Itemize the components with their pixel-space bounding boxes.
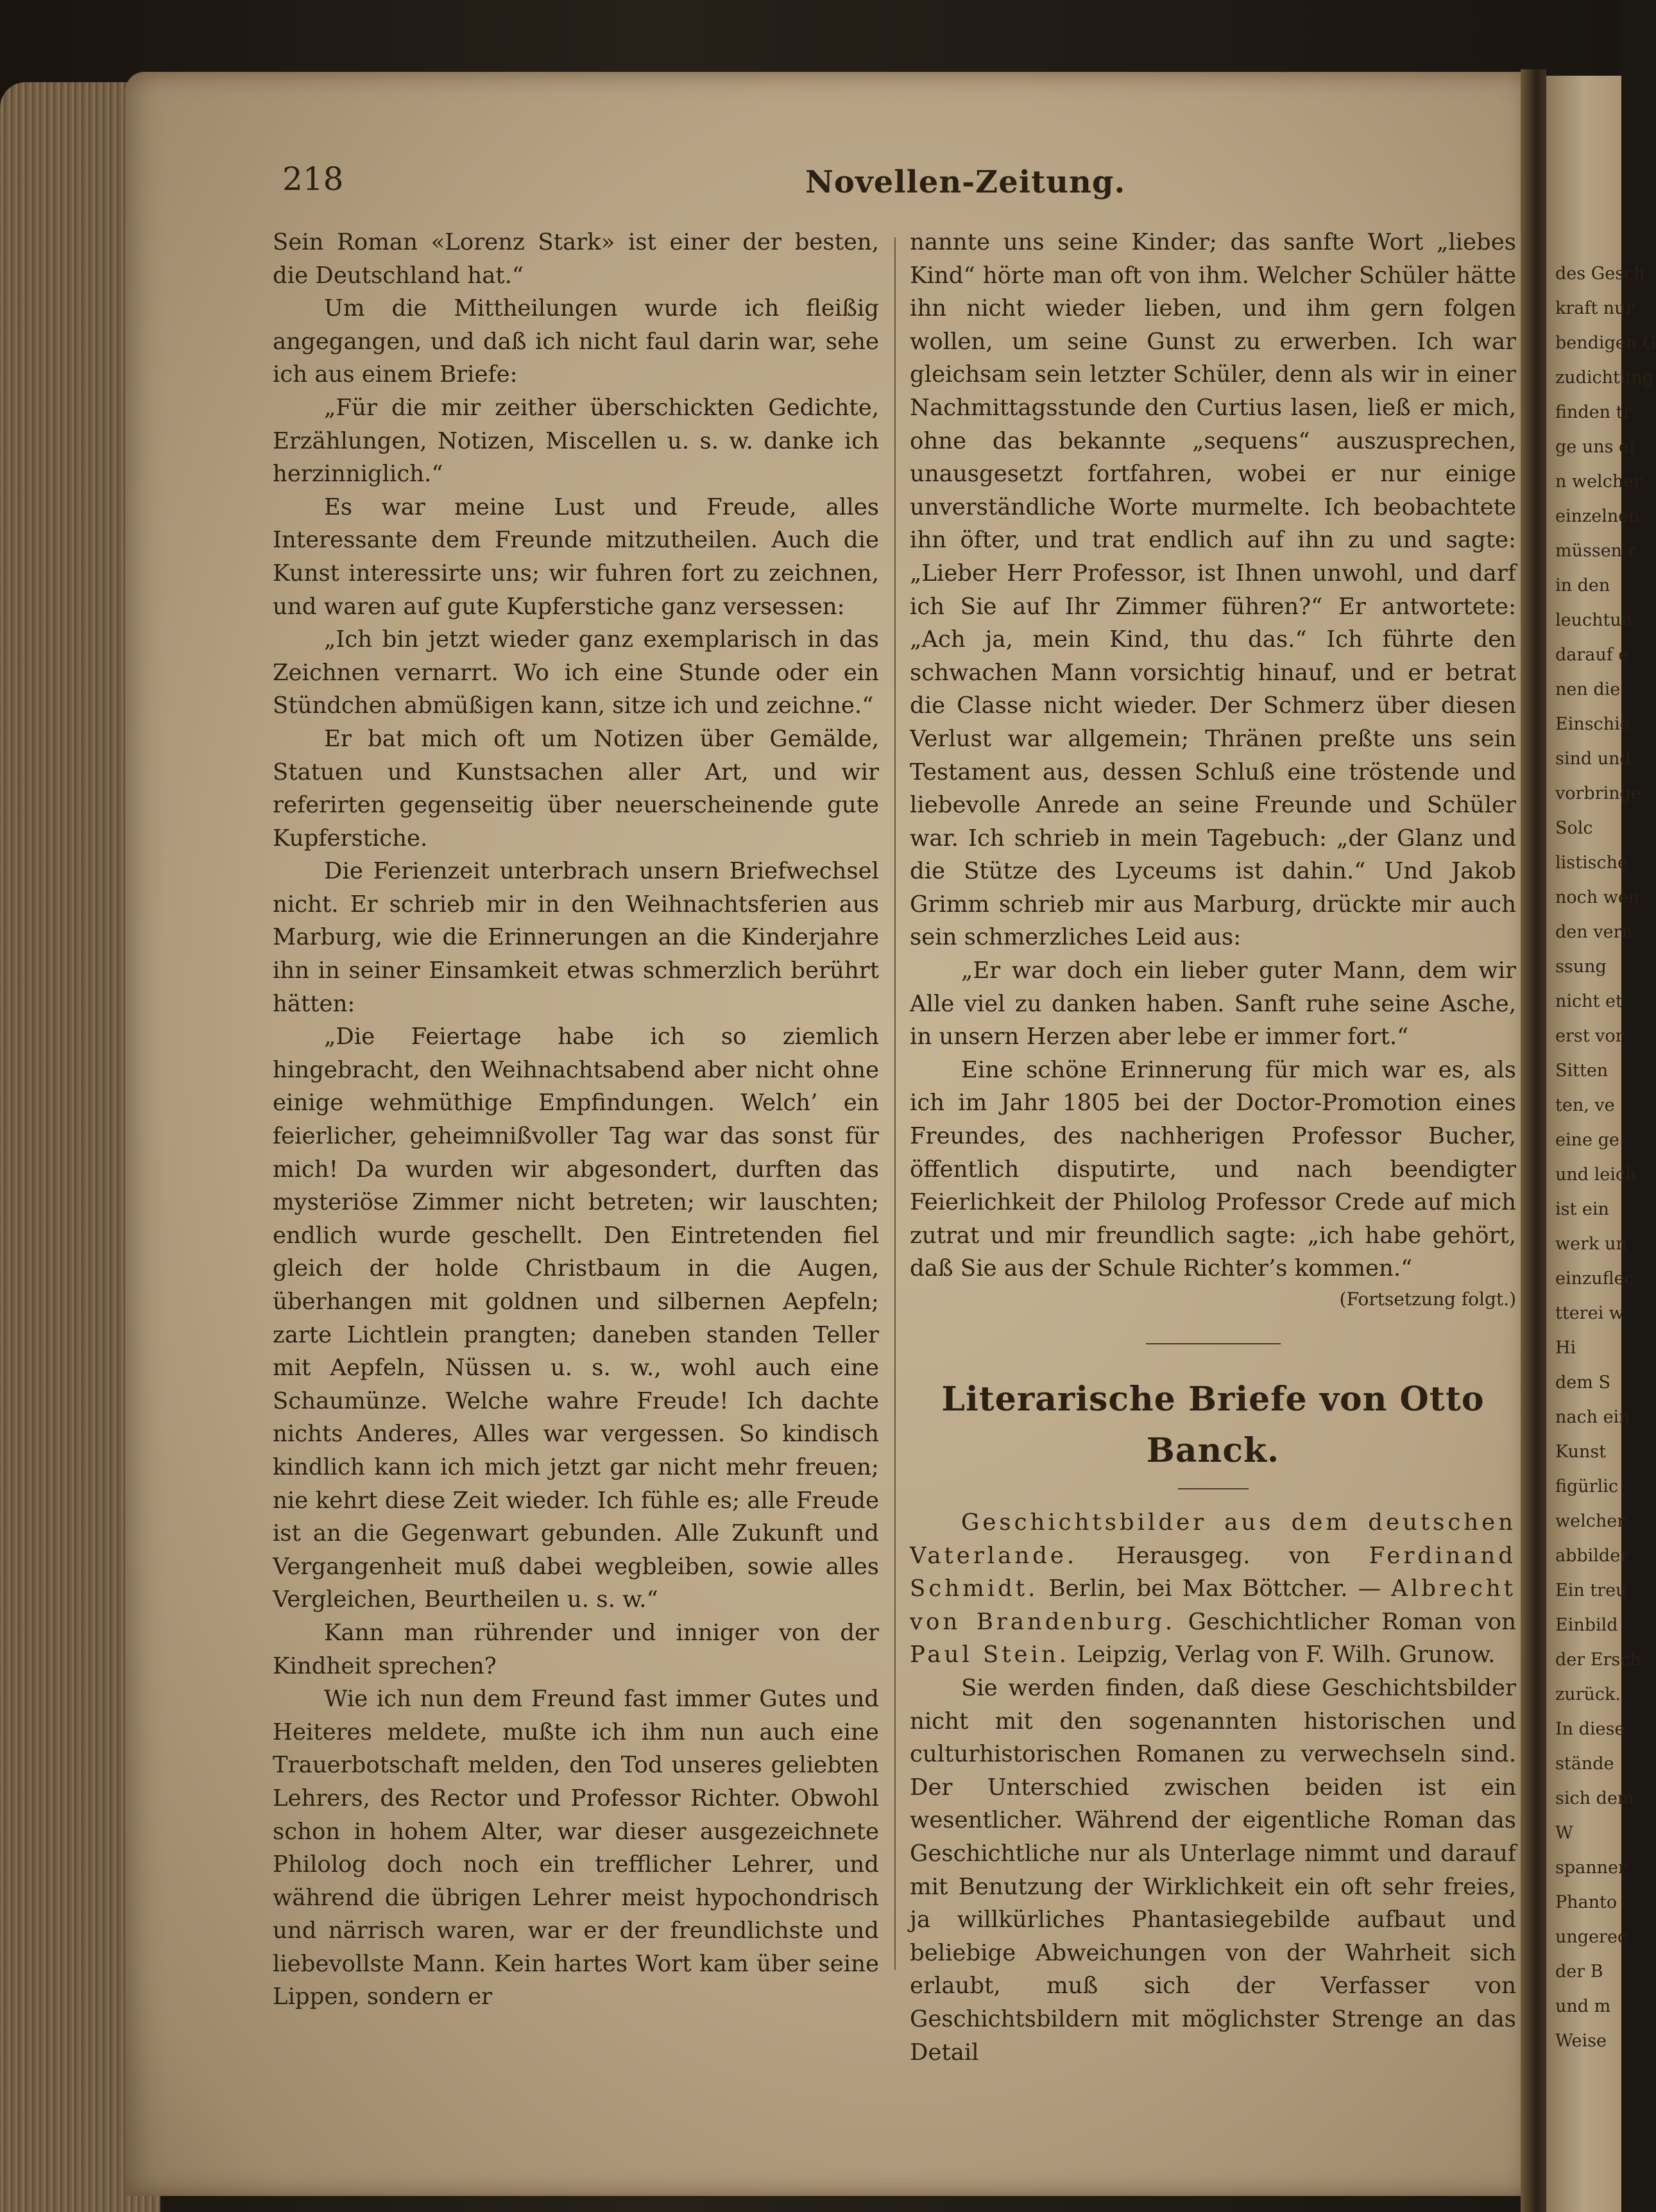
facing-page-line: werk un <box>1555 1234 1627 1254</box>
facing-page-line: der B <box>1555 1962 1603 1982</box>
book-reference: Ferdinand Schmidt. <box>910 1542 1516 1602</box>
right-column-paragraph: nannte uns seine Kinder; das sanfte Wort „liebes Kind“ hörte man oft von ihm. Welcher Schüler hätte ihn nicht wieder lieben, und ihm gern folgen wollen, um seine Gunst zu erwerben. Ich war gleichsam sein letzter Schüler, denn als wir in einer Nachmittagsstunde den Curtius lasen, ließ er mich, ohne das bekannte „sequens“ auszusprechen, unausgesetzt fortfahren, wobei er nur einige unverständliche Worte murmelte. Ich beobachtete ihn öfter, und trat endlich auf ihn zu und sagte: „Lieber Herr Professor, ist Ihnen unwohl, und darf ich Sie auf Ihr Zimmer führen?“ Er antwortete: „Ach ja, mein Kind, thu das.“ Ich führte den schwachen Mann vorsichtig hinauf, und er betrat die Classe nicht wieder. Der Schmerz über diesen Verlust war allgemein; Thränen preßte uns sein Testament aus, dessen Schluß eine tröstende und liebevolle Anrede an seine Freunde und Schüler war. Ich schrieb in mein Tagebuch: „der Glanz und die Stütze des Lyceums ist dahin.“ Und Jakob Grimm schrieb mir aus Marburg, drückte mir auch sein schmerzliches Leid aus: <box>910 229 1516 951</box>
facing-page-line: Solc <box>1555 818 1593 838</box>
continuation-note: (Fortsetzung folgt.) <box>1339 1289 1516 1310</box>
facing-page-line: zurück. <box>1555 1685 1621 1704</box>
left-column-paragraph: „Für die mir zeither überschickten Gedichte, Erzählungen, Notizen, Miscellen u. s. w. danke ich herzinniglich.“ <box>273 394 879 488</box>
left-column-paragraph: Er bat mich oft um Notizen über Gemälde, Statuen und Kunstsachen aller Art, und wir referirten gegenseitig über neuerscheinende gute Kupferstiche. <box>273 725 879 852</box>
facing-page-line: In diese <box>1555 1719 1625 1739</box>
facing-page-line: und m <box>1555 1996 1611 2016</box>
facing-page-line: einzuflec <box>1555 1269 1634 1289</box>
column-divider <box>894 237 896 1970</box>
facing-page-line: W <box>1555 1823 1573 1843</box>
right-column-paragraph: Eine schöne Erinnerung für mich war es, als ich im Jahr 1805 bei der Doctor-Promotion eines Freundes, des nachherigen Professor Bucher, öffentlich disputirte, und nach beendigter Feierlichkeit der Philolog Professor Crede auf mich zutrat und mir freundlich sagte: „ich habe gehört, daß Sie aus der Schule Richter’s kommen.“ <box>910 1056 1516 1282</box>
facing-page-line: vorbringe <box>1555 784 1641 803</box>
facing-page-line: nicht et <box>1555 991 1623 1011</box>
facing-page-line: in den <box>1555 576 1610 596</box>
right-column <box>910 226 1516 2069</box>
facing-page-line: der Ersch <box>1555 1650 1641 1670</box>
facing-page-line: dem S <box>1555 1373 1610 1393</box>
left-column-paragraph: „Die Feiertage habe ich so ziemlich hingebracht, den Weihnachtsabend aber nicht ohne einige wehmüthige Empfindungen. Welch’ ein feierlicher, geheimnißvoller Tag war das sonst für mich! Da wurden wir abgesondert, durften das mysteriöse Zimmer nicht betreten; wir lauschten; endlich wurde geschellt. Den Eintretenden fiel gleich der holde Christbaum in die Augen, überhangen mit goldnen und silbernen Aepfeln; zarte Lichtlein prangten; daneben standen Teller mit Aepfeln, Nüssen u. s. w., wohl auch eine Schaumünze. Welche wahre Freude! Ich dachte nichts Anderes, Alles war vergessen. So kindisch kindlich kann ich mich jetzt gar nicht mehr freuen; nie kehrt diese Zeit wieder. Ich fühle es; alle Freude ist an die Gegenwart gebunden. Alle Zukunft und Vergangenheit muß dabei wegbleiben, sowie alles Vergleichen, Beurtheilen u. s. w.“ <box>273 1024 879 1613</box>
facing-page-line: zudichtung <box>1555 368 1653 388</box>
book-reference-text: Berlin, bei Max Böttcher. — <box>1038 1575 1392 1602</box>
book-reference-text: Herausgeg. von <box>1077 1542 1369 1569</box>
reviewed-books <box>910 1506 1516 1672</box>
facing-page-line: und leich <box>1555 1165 1637 1185</box>
facing-page-line: des Gesch <box>1555 264 1645 284</box>
facing-page-line: listische <box>1555 853 1628 873</box>
facing-page-line: ist ein <box>1555 1199 1609 1219</box>
facing-page-line: erst vor <box>1555 1026 1624 1046</box>
facing-page-line: nen die <box>1555 680 1621 699</box>
facing-page-line: ge uns ei <box>1555 437 1635 457</box>
facing-page-line: n welcher <box>1555 472 1643 492</box>
facing-page-line: leuchtun <box>1555 610 1633 630</box>
facing-page-line: ssung <box>1555 957 1607 977</box>
facing-page-line: finden tr <box>1555 402 1632 422</box>
left-column-paragraph: Es war meine Lust und Freude, alles Interessante dem Freunde mitzutheilen. Auch die Kunst interessirte uns; wir fuhren fort zu zeichnen, und waren auf gute Kupferstiche ganz versessen: <box>273 493 879 620</box>
facing-page-line: Kunst <box>1555 1442 1607 1462</box>
facing-page-line: sich dem <box>1555 1788 1634 1808</box>
book-reference: Geschichtsbilder aus dem deutschen Vaterlande. <box>910 1509 1516 1569</box>
page-number: 218 <box>282 160 344 198</box>
facing-page-line: Sitten <box>1555 1061 1609 1081</box>
facing-page-line: darauf e <box>1555 645 1629 665</box>
section-divider <box>1146 1343 1281 1344</box>
facing-page-line: noch wen <box>1555 887 1640 907</box>
book-reference-text: Geschichtlicher Roman von <box>1175 1608 1516 1635</box>
facing-page-line: einzelnen <box>1555 506 1640 526</box>
facing-page-line: bendigen G <box>1555 333 1656 353</box>
article-body: Sie werden finden, daß diese Geschichtsbilder nicht mit den sogenannten historischen und culturhistorischen Romanen zu verwechseln sind. Der Unterschied zwischen beiden ist ein wesentlicher. Während der eigentliche Roman das Geschichtliche nur als Unterlage nimmt und darauf mit Benutzung der Wirklichkeit ein oft sehr freies, ja willkürliches Phantasiegebilde aufbaut und beliebige Abweichungen von der Wahrheit sich erlaubt, muß sich der Verfasser von Geschichtsbildern mit möglichster Strenge an das Detail <box>910 1674 1516 2066</box>
book-reference: Paul Stein. <box>910 1642 1070 1668</box>
facing-page-line: figürlic <box>1555 1477 1618 1496</box>
book-gutter <box>1521 69 1546 2212</box>
facing-page-line: kraft nur <box>1555 298 1634 318</box>
facing-page-line: stände <box>1555 1754 1614 1774</box>
facing-page-line: Einschie <box>1555 714 1630 734</box>
facing-page-line: ten, ve <box>1555 1095 1615 1115</box>
facing-page-line: sind und <box>1555 749 1631 769</box>
left-column-paragraph: „Ich bin jetzt wieder ganz exemplarisch in das Zeichnen vernarrt. Wo ich eine Stunde oder ein Stündchen abmüßigen kann, sitze ich und zeichne.“ <box>273 626 879 719</box>
running-head: Novellen-Zeitung. <box>805 164 1126 200</box>
book-reference-text: Leipzig, Verlag von F. Wilh. Grunow. <box>1070 1642 1496 1668</box>
facing-page-line: Ein treu <box>1555 1581 1627 1600</box>
title-rule <box>1178 1488 1249 1489</box>
facing-page-line: Phanto <box>1555 1892 1618 1912</box>
facing-page-line: welcher <box>1555 1511 1626 1531</box>
left-column-paragraph: Wie ich nun dem Freund fast immer Gutes und Heiteres meldete, mußte ich ihm nun auch eine Trauerbotschaft melden, den Tod unseres geliebten Lehrers, des Rector und Professor Richter. Obwohl schon in hohem Alter, war dieser ausgezeichnete Philolog doch noch ein trefflicher Lehrer, und während die übrigen Lehrer meist hypochondrisch und närrisch waren, war er der freundlichste und liebevollste Mann. Kein hartes Wort kam über seine Lippen, sondern er <box>273 1686 879 2011</box>
left-column-paragraph: Sein Roman «Lorenz Stark» ist einer der besten, die Deutschland hat.“ <box>273 229 879 289</box>
left-column <box>273 226 879 2014</box>
facing-page-line: eine ge <box>1555 1130 1619 1150</box>
left-column-paragraph: Um die Mittheilungen wurde ich fleißig angegangen, und daß ich nicht faul darin war, sehe ich aus einem Briefe: <box>273 295 879 388</box>
facing-page-line: spanner <box>1555 1858 1626 1878</box>
facing-page-line: müssen r <box>1555 541 1636 561</box>
facing-page-line: abbilder <box>1555 1546 1629 1566</box>
book-reference: Albrecht von Brandenburg. <box>910 1575 1516 1635</box>
right-column-paragraph: „Er war doch ein lieber guter Mann, dem wir Alle viel zu danken haben. Sanft ruhe seine Asche, in unsern Herzen aber lebe er immer fort.“ <box>910 957 1516 1050</box>
right-column-paragraphs <box>910 226 1516 1285</box>
facing-page-line: ungerec <box>1555 1927 1628 1947</box>
facing-page-line: Weise <box>1555 2031 1607 2051</box>
facing-page-line: Einbild <box>1555 1615 1618 1635</box>
article-title: Literarische Briefe von Otto Banck. <box>941 1380 1485 1470</box>
facing-page-line: Hi <box>1555 1338 1576 1358</box>
facing-page-text <box>1555 257 1656 2059</box>
facing-page-line: tterei w <box>1555 1303 1624 1323</box>
left-column-paragraph: Kann man rührender und inniger von der Kindheit sprechen? <box>273 1619 879 1679</box>
facing-page-line: nach ein <box>1555 1407 1630 1427</box>
left-column-paragraph: Die Ferienzeit unterbrach unsern Briefwechsel nicht. Er schrieb mir in den Weihnachtsferien aus Marburg, wie die Erinnerungen an die Kinderjahre ihn in seiner Einsamkeit etwas schmerzlich berührt hätten: <box>273 858 879 1017</box>
facing-page-line: den vern <box>1555 922 1633 942</box>
